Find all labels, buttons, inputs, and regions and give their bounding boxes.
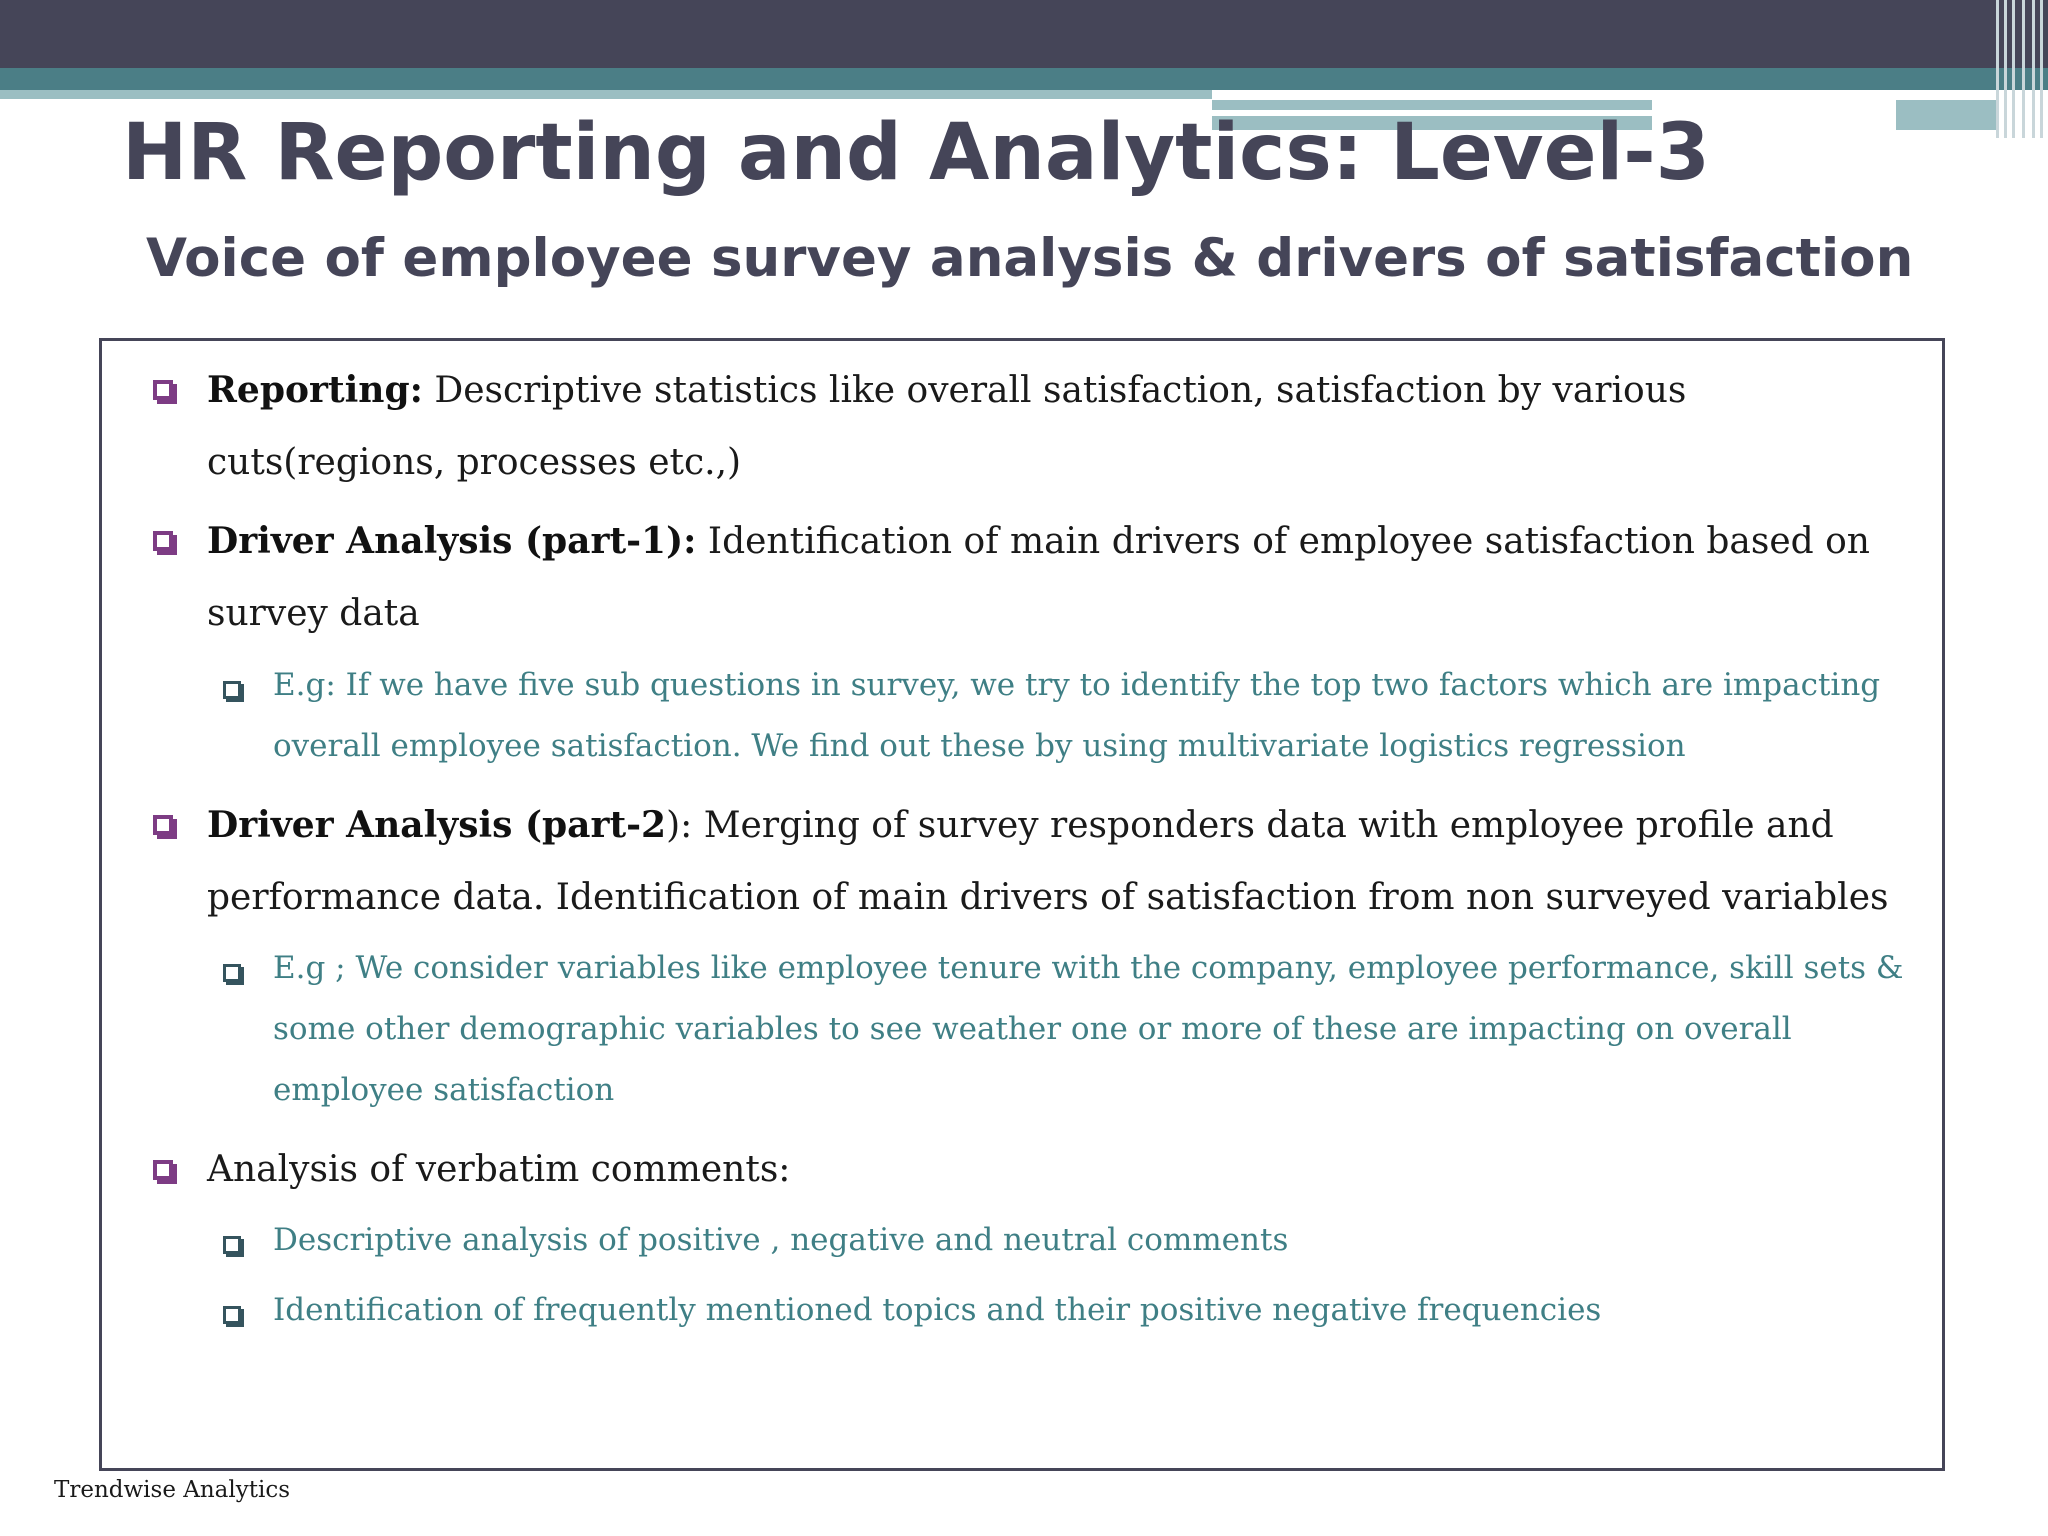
slide-subtitle: Voice of employee survey analysis & drivers of satisfaction <box>146 228 1914 289</box>
sub-bullet-item: E.g: If we have five sub questions in survey, we try to identify the top two factors which are impacting overall employee satisfaction. We find out these by using multivariate logistics regression <box>273 667 1881 764</box>
sub-bullet-item: E.g ; We consider variables like employee tenure with the company, employee performance, skill sets & some other demographic variables to see weather one or more of these are impacting on overall employee satisfaction <box>273 950 1904 1108</box>
bullet-item <box>207 354 1927 499</box>
sub-bullet-item: Descriptive analysis of positive , negative and neutral comments <box>273 1222 1289 1258</box>
bullet-square-icon <box>153 531 173 551</box>
bullet-square-icon <box>153 1160 173 1180</box>
sub-bullet-square-icon <box>223 681 241 699</box>
sub-bullet-square-icon <box>223 1236 241 1254</box>
header-band-right <box>1896 100 1996 130</box>
bullet-square-icon <box>153 380 173 400</box>
bullet-item-text: Analysis of verbatim comments: <box>207 1149 791 1190</box>
sub-bullet-square-icon <box>223 964 241 982</box>
bullet-item-heading: Reporting: <box>207 369 423 411</box>
bullet-item-heading: Driver Analysis (part-1): <box>207 520 697 562</box>
bullet-square-icon <box>153 815 173 835</box>
header-band-dark <box>0 0 2048 68</box>
bullet-item-heading: Driver Analysis (part-2 <box>207 804 667 846</box>
slide-title: HR Reporting and Analytics: Level-3 <box>122 108 1710 198</box>
header-band-light <box>0 90 1212 99</box>
footer-company-name: Trendwise Analytics <box>54 1477 291 1503</box>
bullet-item-text: Identification of main drivers of employee satisfaction based on survey data <box>207 521 1870 634</box>
sub-bullet-square-icon <box>223 1306 241 1324</box>
content-box <box>99 338 1945 1471</box>
bullet-item-text: Descriptive statistics like overall satisfaction, satisfaction by various cuts(regions, processes etc.,) <box>207 370 1687 483</box>
bullet-item <box>207 1134 1927 1206</box>
header-band-teal <box>0 68 2048 90</box>
bullet-item-text: ): Merging of survey responders data with employee profile and performance data. Identification of main drivers of satisfaction from non surveyed variables <box>207 805 1889 918</box>
bullet-item <box>207 789 1927 934</box>
bullet-item <box>207 505 1927 650</box>
header-stripes <box>1992 0 2048 138</box>
sub-bullet-item: Identification of frequently mentioned topics and their positive negative frequencies <box>273 1292 1602 1328</box>
